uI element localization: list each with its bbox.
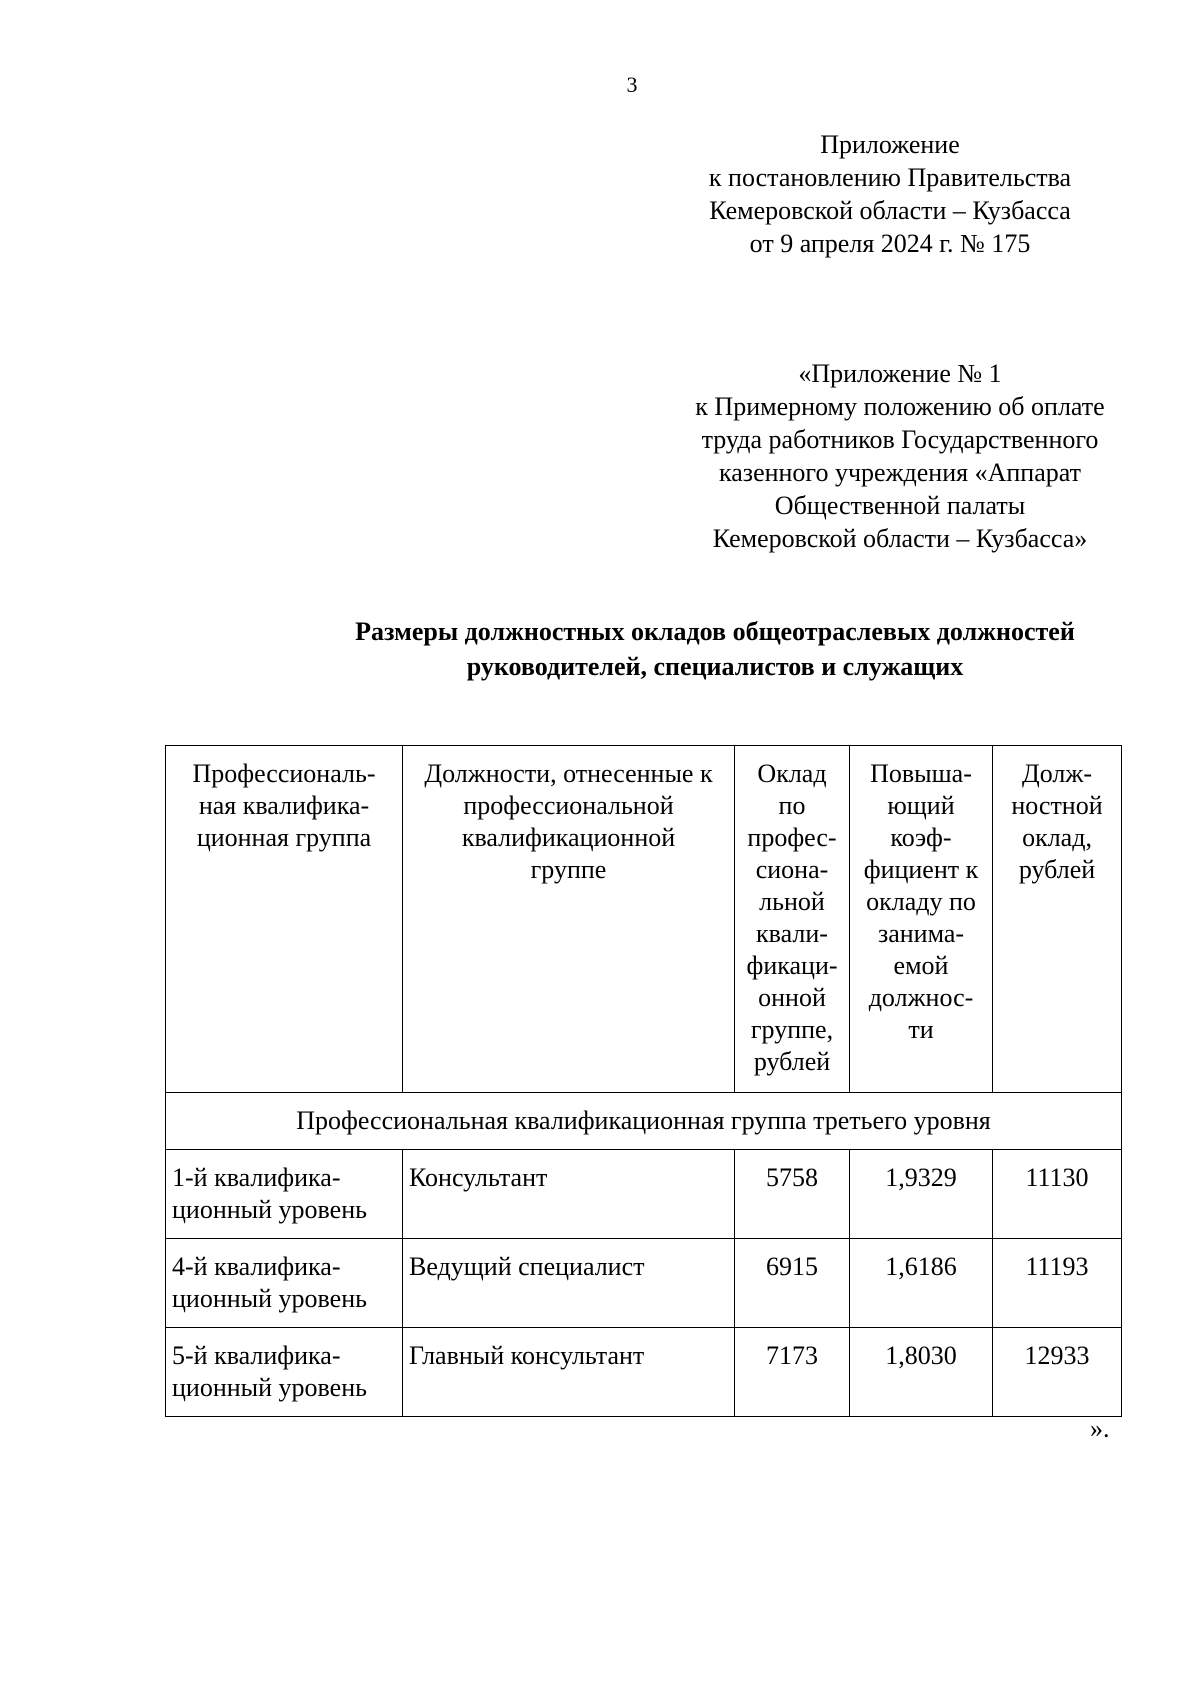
cell-position: Главный консультант	[403, 1328, 735, 1417]
inner-appendix-line: к Примерному положению об оплате	[695, 392, 1105, 421]
inner-appendix-line: казенного учреждения «Аппарат	[719, 458, 1081, 487]
appendix-header	[660, 128, 1120, 260]
table-row	[166, 1150, 1122, 1239]
appendix-line: от 9 апреля 2024 г. № 175	[749, 229, 1031, 258]
cell-level: 4-й квалифика- ционный уровень	[166, 1239, 403, 1328]
inner-appendix-line: Кемеровской области – Кузбасса»	[712, 524, 1088, 553]
appendix-line: Приложение	[820, 130, 960, 159]
header-salary: Долж- ностной оклад, рублей	[993, 746, 1122, 1093]
cell-salary: 12933	[993, 1328, 1122, 1417]
page-number: 3	[626, 72, 638, 97]
inner-appendix-line: труда работников Государственного	[701, 425, 1099, 454]
appendix-line: к постановлению Правительства	[708, 163, 1072, 192]
title-line: Размеры должностных окладов общеотраслевых должностей	[355, 617, 1075, 646]
table-row	[166, 1239, 1122, 1328]
cell-coefficient: 1,9329	[850, 1150, 993, 1239]
cell-position: Ведущий специалист	[403, 1239, 735, 1328]
cell-base-salary: 6915	[735, 1239, 850, 1328]
cell-level: 5-й квалифика- ционный уровень	[166, 1328, 403, 1417]
appendix-line: Кемеровской области – Кузбасса	[709, 196, 1071, 225]
cell-base-salary: 7173	[735, 1328, 850, 1417]
header-qualification-group: Профессиональ- ная квалифика- ционная группа	[166, 746, 403, 1093]
closing-quote: ».	[1090, 1414, 1110, 1443]
inner-appendix-line: «Приложение № 1	[798, 359, 1002, 388]
table-group-row	[166, 1093, 1122, 1150]
table-header-row	[166, 746, 1122, 1093]
group-label: Профессиональная квалификационная группа третьего уровня	[166, 1093, 1122, 1150]
title-line: руководителей, специалистов и служащих	[466, 652, 964, 681]
cell-position: Консультант	[403, 1150, 735, 1239]
cell-base-salary: 5758	[735, 1150, 850, 1239]
table-row	[166, 1328, 1122, 1417]
document-title	[150, 614, 1200, 684]
cell-salary: 11130	[993, 1150, 1122, 1239]
salary-table	[165, 745, 1122, 1417]
header-positions: Должности, отнесенные к профессиональной квалификационной группе	[403, 746, 735, 1093]
cell-coefficient: 1,6186	[850, 1239, 993, 1328]
cell-level: 1-й квалифика- ционный уровень	[166, 1150, 403, 1239]
cell-salary: 11193	[993, 1239, 1122, 1328]
header-base-salary: Оклад по профес- сиона- льной квали- фикаци- онной группе, рублей	[735, 746, 850, 1093]
cell-coefficient: 1,8030	[850, 1328, 993, 1417]
inner-appendix-line: Общественной палаты	[774, 491, 1026, 520]
inner-appendix-header	[650, 357, 1150, 555]
header-coefficient: Повыша- ющий коэф- фициент к окладу по занима- емой должнос- ти	[850, 746, 993, 1093]
